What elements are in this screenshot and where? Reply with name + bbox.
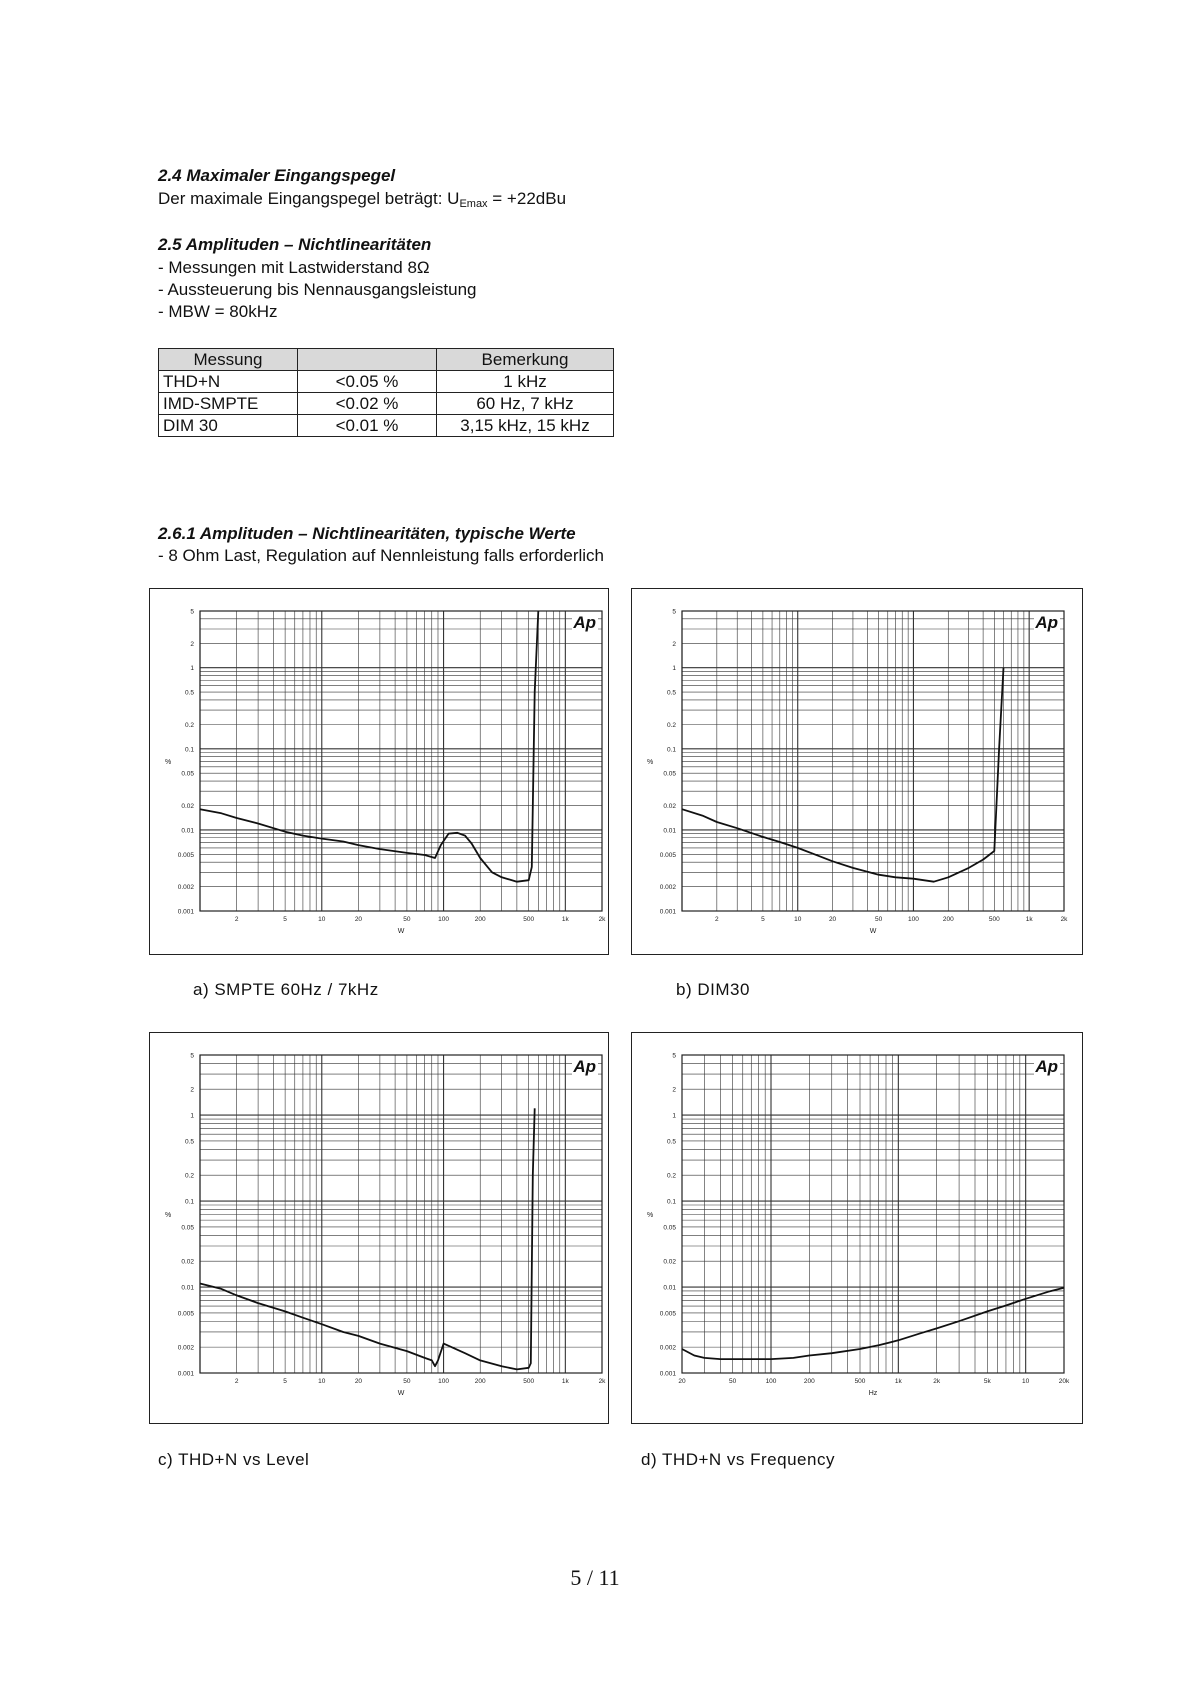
x-axis-label: W — [869, 928, 877, 935]
x-tick-label: 2k — [598, 916, 606, 923]
y-tick-label: 0.02 — [181, 802, 194, 810]
table-cell: 3,15 kHz, 15 kHz — [437, 415, 614, 437]
x-tick-label: 2k — [1060, 916, 1068, 923]
table-cell: IMD-SMPTE — [159, 393, 298, 415]
y-tick-label: 0.5 — [184, 689, 194, 697]
y-tick-label: 0.1 — [666, 1198, 676, 1206]
chart-a — [150, 589, 608, 954]
y-tick-label: 0.002 — [659, 884, 676, 892]
ap-logo: Ap — [1035, 613, 1058, 632]
table-header-row — [159, 349, 614, 371]
x-tick-label: 10 — [318, 916, 326, 923]
table-cell: <0.02 % — [298, 393, 437, 415]
ap-logo: Ap — [573, 1057, 596, 1076]
chart-c — [150, 1033, 608, 1423]
x-tick-label: 2 — [234, 916, 239, 923]
max-level-subscript: Emax — [459, 198, 488, 210]
y-tick-label: 0.01 — [181, 827, 194, 835]
x-tick-label: 20 — [354, 916, 363, 923]
x-tick-label: 2 — [234, 1378, 239, 1385]
series-line — [682, 1288, 1064, 1359]
table-header: Messung — [159, 349, 298, 371]
x-tick-label: 500 — [523, 916, 535, 923]
caption-a: a) SMPTE 60Hz / 7kHz — [193, 980, 379, 999]
y-tick-label: 1 — [672, 665, 676, 673]
series-line — [200, 611, 538, 882]
x-tick-label: 20 — [678, 1378, 686, 1385]
y-tick-label: 0.1 — [184, 1198, 194, 1206]
y-tick-label: 0.01 — [181, 1284, 194, 1292]
y-tick-label: 1 — [190, 1112, 194, 1120]
x-tick-label: 50 — [403, 1378, 411, 1385]
max-level-value: = +22dBu — [487, 189, 567, 208]
x-tick-label: 1k — [1025, 916, 1033, 923]
x-tick-label: 10 — [1022, 1378, 1030, 1385]
x-tick-label: 10 — [794, 916, 802, 923]
y-tick-label: 0.005 — [659, 851, 676, 859]
table-cell: 1 kHz — [437, 371, 614, 393]
section-2-6-1-text: - 8 Ohm Last, Regulation auf Nennleistung falls erforderlich — [158, 546, 605, 565]
caption-d: d) THD+N vs Frequency — [641, 1450, 835, 1469]
x-tick-label: 100 — [908, 916, 919, 923]
list-item: - Aussteuerung bis Nennausgangsleistung — [158, 280, 477, 299]
y-tick-label: 5 — [672, 608, 676, 616]
y-tick-label: 0.01 — [663, 1284, 676, 1292]
max-level-text: Der maximale Eingangspegel beträgt: U — [158, 189, 460, 208]
y-tick-label: 0.005 — [659, 1310, 676, 1318]
grid — [682, 1055, 1064, 1373]
table-cell: 60 Hz, 7 kHz — [437, 393, 614, 415]
y-tick-label: 5 — [190, 1052, 194, 1060]
y-tick-label: 0.02 — [181, 1258, 194, 1266]
chart-b-frame — [631, 588, 1083, 955]
table-row — [159, 371, 614, 393]
page-number: 5 / 11 — [570, 1565, 620, 1590]
y-tick-label: 0.05 — [181, 770, 194, 778]
spec-table — [158, 348, 614, 437]
section-2-4-title: 2.4 Maximaler Eingangspegel — [158, 166, 396, 185]
list-item: - Messungen mit Lastwiderstand 8Ω — [158, 258, 430, 277]
x-tick-label: 5 — [283, 916, 287, 923]
x-tick-label: 500 — [523, 1378, 535, 1385]
y-tick-label: 0.05 — [181, 1224, 194, 1232]
y-axis-label: % — [165, 759, 172, 766]
y-axis-label: % — [165, 1212, 172, 1219]
x-axis-label: W — [397, 928, 405, 935]
x-tick-label: 200 — [942, 916, 954, 923]
table-cell: THD+N — [159, 371, 298, 393]
grid — [200, 1055, 602, 1373]
x-tick-label: 200 — [474, 1378, 486, 1385]
y-tick-label: 0.1 — [666, 746, 676, 754]
y-tick-label: 2 — [190, 1086, 194, 1094]
y-tick-label: 0.002 — [659, 1344, 676, 1352]
table-header: Bemerkung — [437, 349, 614, 371]
y-tick-label: 0.001 — [177, 1370, 194, 1378]
table-row — [159, 393, 614, 415]
x-tick-label: 5 — [761, 916, 765, 923]
x-tick-label: 5k — [983, 1378, 991, 1385]
x-tick-label: 20 — [354, 1378, 363, 1385]
x-tick-label: 500 — [854, 1378, 866, 1385]
y-tick-label: 0.001 — [659, 1370, 676, 1378]
chart-c-frame — [149, 1032, 609, 1424]
chart-d — [632, 1033, 1082, 1423]
y-tick-label: 0.001 — [177, 908, 194, 916]
x-tick-label: 2k — [933, 1378, 941, 1385]
x-tick-label: 20 — [828, 916, 837, 923]
x-tick-label: 100 — [438, 916, 449, 923]
y-tick-label: 0.02 — [663, 1258, 676, 1266]
y-tick-label: 0.002 — [177, 1344, 194, 1352]
x-tick-label: 50 — [729, 1378, 737, 1385]
x-tick-label: 2 — [715, 916, 719, 923]
y-tick-label: 1 — [190, 665, 194, 673]
x-tick-label: 100 — [765, 1378, 777, 1385]
table-cell: <0.01 % — [298, 415, 437, 437]
ap-logo: Ap — [573, 613, 596, 632]
table-cell: <0.05 % — [298, 371, 437, 393]
x-tick-label: 500 — [988, 916, 1000, 923]
plot-border — [682, 1055, 1064, 1373]
y-tick-label: 2 — [672, 640, 676, 648]
x-axis-label: W — [397, 1390, 405, 1397]
y-tick-label: 0.001 — [659, 908, 676, 916]
list-item: - MBW = 80kHz — [158, 302, 278, 321]
y-tick-label: 0.005 — [177, 851, 194, 859]
table-row — [159, 415, 614, 437]
x-tick-label: 200 — [803, 1378, 815, 1385]
section-2-6-1-title: 2.6.1 Amplituden – Nichtlinearitäten, typische Werte — [158, 524, 576, 543]
table-header — [298, 349, 437, 371]
grid — [200, 611, 602, 911]
section-2-4-text — [158, 188, 566, 215]
y-tick-label: 0.5 — [184, 1138, 194, 1146]
x-tick-label: 50 — [403, 916, 411, 923]
y-axis-label: % — [647, 759, 654, 766]
table-cell: DIM 30 — [159, 415, 298, 437]
y-tick-label: 0.02 — [663, 802, 676, 810]
x-tick-label: 2k — [598, 1378, 606, 1385]
y-tick-label: 1 — [672, 1112, 676, 1120]
caption-c: c) THD+N vs Level — [158, 1450, 310, 1469]
y-tick-label: 0.05 — [663, 1224, 676, 1232]
x-tick-label: 1k — [561, 1378, 569, 1385]
y-tick-label: 2 — [190, 640, 194, 648]
x-tick-label: 50 — [874, 916, 883, 923]
section-2-5-list — [158, 257, 477, 323]
y-tick-label: 2 — [672, 1086, 676, 1094]
y-tick-label: 0.01 — [663, 827, 676, 835]
caption-b: b) DIM30 — [676, 980, 750, 999]
y-tick-label: 0.5 — [666, 1138, 676, 1146]
chart-d-frame — [631, 1032, 1083, 1424]
y-tick-label: 0.002 — [177, 884, 194, 892]
plot-border — [200, 1055, 602, 1373]
ap-logo: Ap — [1035, 1057, 1058, 1076]
section-2-5-title: 2.5 Amplituden – Nichtlinearitäten — [158, 235, 432, 254]
x-tick-label: 200 — [474, 916, 486, 923]
y-tick-label: 0.2 — [666, 1172, 676, 1180]
y-tick-label: 5 — [672, 1052, 676, 1060]
x-tick-label: 1k — [561, 916, 569, 923]
y-tick-label: 0.2 — [666, 721, 676, 729]
chart-b — [632, 589, 1082, 954]
plot-border — [682, 611, 1064, 911]
y-axis-label: % — [647, 1212, 654, 1219]
x-tick-label: 20k — [1058, 1378, 1070, 1385]
y-tick-label: 0.05 — [663, 770, 676, 778]
y-tick-label: 0.2 — [184, 1172, 194, 1180]
x-axis-label: Hz — [868, 1390, 878, 1397]
y-tick-label: 0.1 — [184, 746, 194, 754]
y-tick-label: 5 — [190, 608, 194, 616]
x-tick-label: 1k — [894, 1378, 902, 1385]
x-tick-label: 100 — [438, 1378, 449, 1385]
series-line — [200, 1108, 535, 1369]
grid — [682, 611, 1064, 911]
x-tick-label: 5 — [283, 1378, 287, 1385]
plot-border — [200, 611, 602, 911]
y-tick-label: 0.005 — [177, 1310, 194, 1318]
y-tick-label: 0.2 — [184, 721, 194, 729]
chart-a-frame — [149, 588, 609, 955]
x-tick-label: 10 — [318, 1378, 326, 1385]
y-tick-label: 0.5 — [666, 689, 676, 697]
